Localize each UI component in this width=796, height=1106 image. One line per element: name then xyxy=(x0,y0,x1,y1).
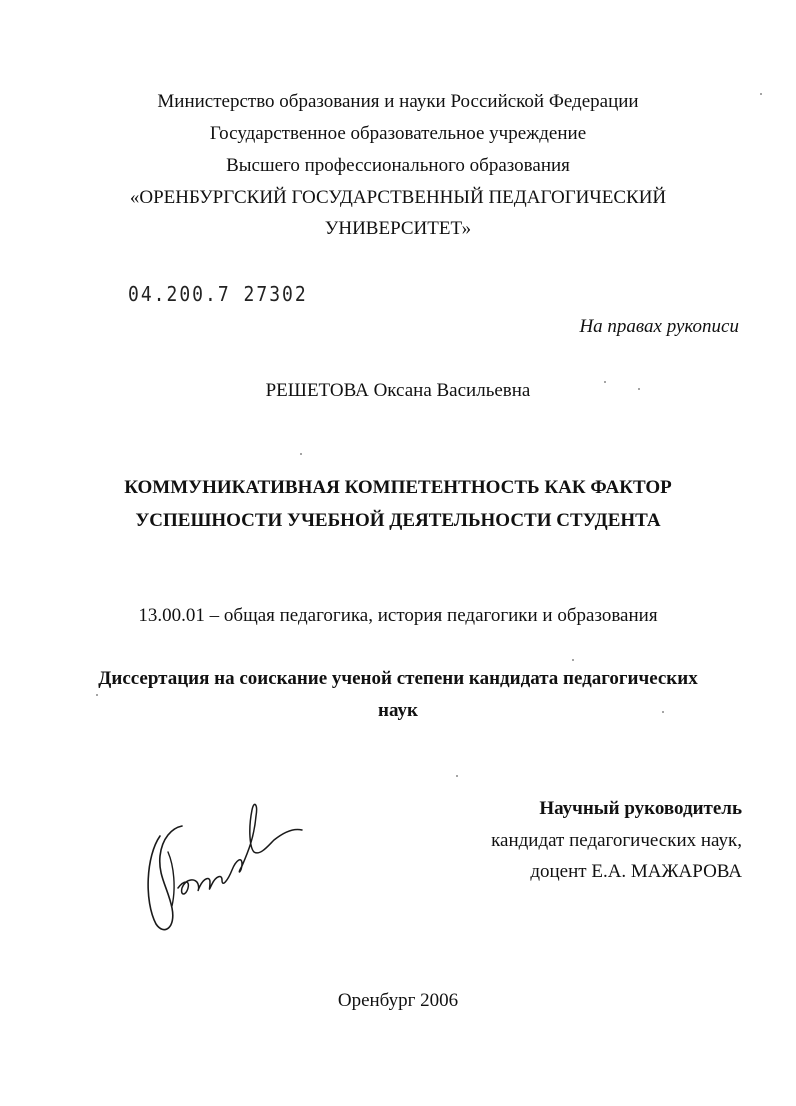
rights-note: На правах рукописи xyxy=(579,316,739,337)
supervisor-rank: кандидат педагогических наук, xyxy=(491,830,742,851)
dissertation-title-line2: УСПЕШНОСТИ УЧЕБНОЙ ДЕЯТЕЛЬНОСТИ СТУДЕНТА xyxy=(135,510,661,531)
city-year: Оренбург 2006 xyxy=(337,990,459,1011)
author-name: РЕШЕТОВА Оксана Васильевна xyxy=(265,380,531,401)
degree-line1: Диссертация на соискание ученой степени кандидата педагогических xyxy=(98,668,698,689)
scan-speck xyxy=(638,388,640,390)
scan-speck xyxy=(96,694,98,696)
institution-type-line: Государственное образовательное учреждение xyxy=(209,123,587,144)
university-name-line1: «ОРЕНБУРГСКИЙ ГОСУДАРСТВЕННЫЙ ПЕДАГОГИЧЕСКИЙ xyxy=(129,187,667,208)
supervisor-name: доцент Е.А. МАЖАРОВА xyxy=(530,861,742,882)
scan-speck xyxy=(662,711,664,713)
author-signature xyxy=(138,796,308,941)
scan-speck xyxy=(456,775,458,777)
scan-speck xyxy=(300,453,302,455)
scan-speck xyxy=(760,93,762,95)
ministry-line: Министерство образования и науки Российской Федерации xyxy=(157,91,639,112)
dissertation-title-line1: КОММУНИКАТИВНАЯ КОМПЕТЕНТНОСТЬ КАК ФАКТОР xyxy=(124,477,672,498)
degree-line2: наук xyxy=(378,700,418,721)
university-name-line2: УНИВЕРСИТЕТ» xyxy=(324,218,472,239)
scan-speck xyxy=(604,381,606,383)
scan-speck xyxy=(572,659,574,661)
registration-stamp: 04.200.7 27302 xyxy=(128,282,308,307)
education-level-line: Высшего профессионального образования xyxy=(226,155,570,176)
specialty-code: 13.00.01 – общая педагогика, история педагогики и образования xyxy=(138,605,658,626)
supervisor-heading: Научный руководитель xyxy=(539,798,742,819)
